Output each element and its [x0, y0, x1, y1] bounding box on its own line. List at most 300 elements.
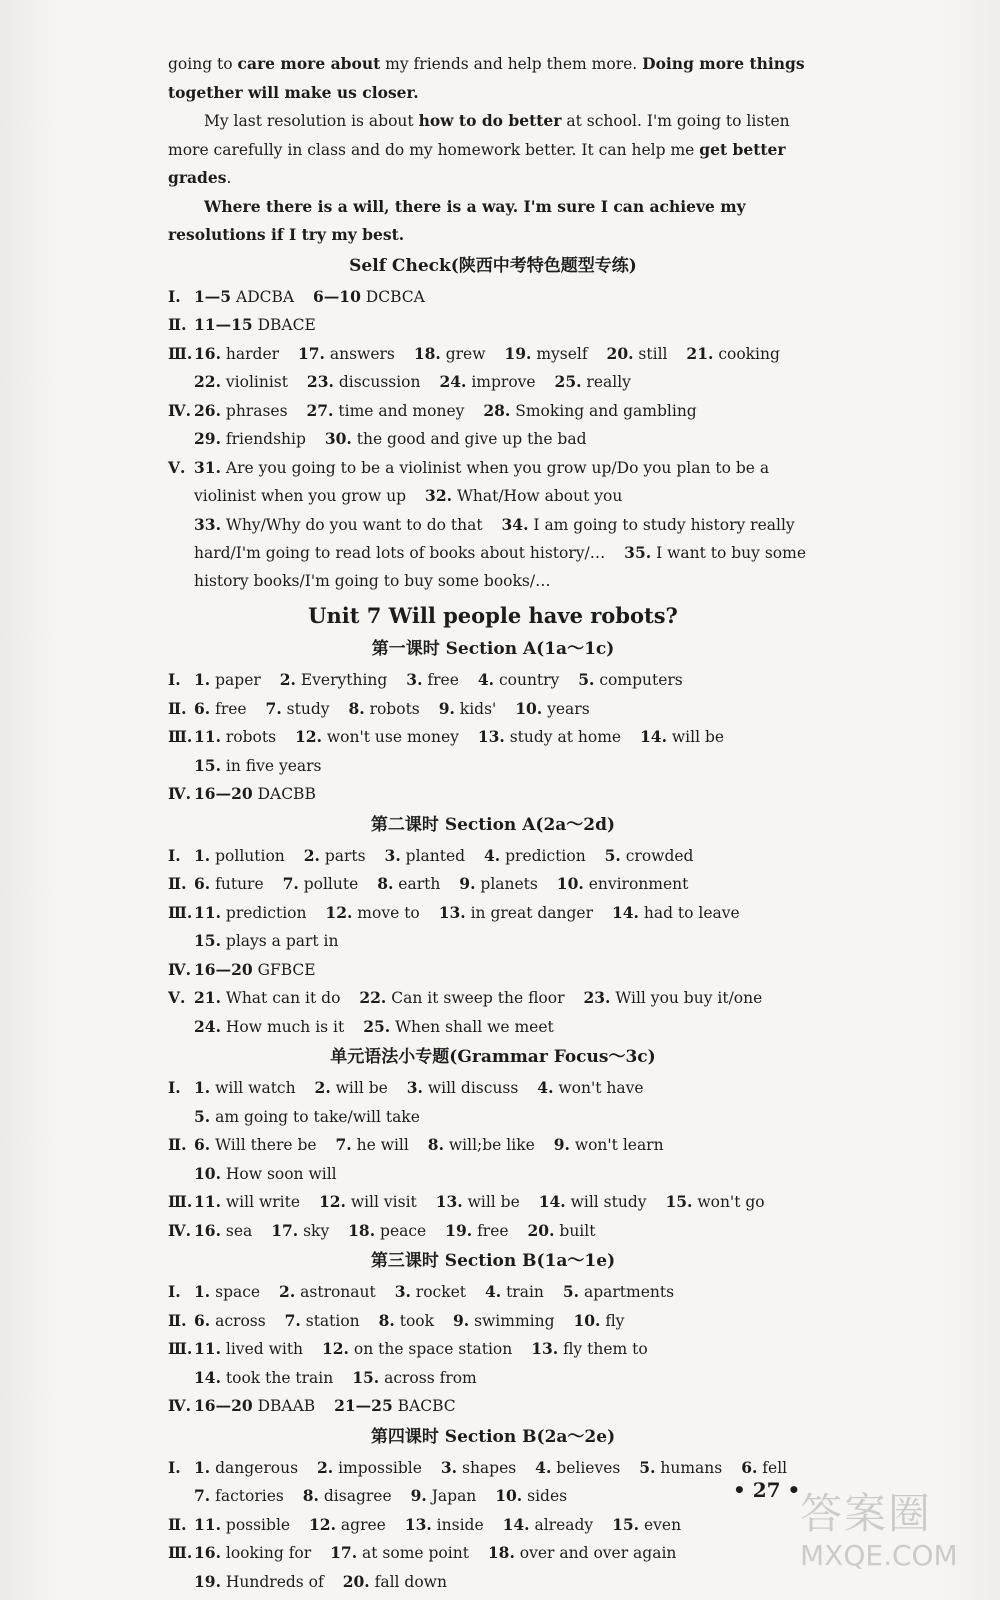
answer-text: had to leave	[638, 903, 740, 922]
answer-text: Will there be	[210, 1136, 317, 1154]
answer-item	[537, 1079, 643, 1097]
answer-text: years	[542, 699, 590, 718]
answer-text: sea	[220, 1221, 253, 1240]
answer-item	[407, 1079, 519, 1097]
question-number: 2.	[279, 1282, 296, 1301]
answer-item	[436, 1193, 520, 1211]
answer-text: violinist	[220, 373, 288, 391]
answer-text: phrases	[220, 401, 288, 420]
answer-item	[330, 1544, 469, 1562]
answer-text: What/How about you	[452, 487, 623, 505]
answer-text: will be	[462, 1193, 520, 1211]
question-number: 6.	[194, 698, 211, 718]
answer-text: harder	[220, 344, 280, 363]
section-title: 第二课时 Section A(2a～2d)	[370, 814, 616, 835]
question-number: 34.	[501, 514, 529, 534]
question-number: 14.	[611, 902, 639, 922]
question-number: 11.	[194, 1339, 221, 1358]
answer-text: space	[210, 1283, 261, 1301]
answer-item	[573, 1312, 624, 1330]
answer-item	[271, 1222, 329, 1240]
answer-text: prediction	[500, 846, 586, 865]
answer-text: won't have	[553, 1079, 644, 1097]
answer-items	[194, 956, 818, 985]
question-number: 2.	[303, 845, 320, 865]
answer-item	[557, 875, 689, 893]
answer-text: already	[529, 1515, 594, 1534]
answer-text: impossible	[333, 1458, 422, 1477]
answer-text: won't use money	[321, 728, 459, 746]
answer-row	[168, 899, 818, 956]
answer-text: robots	[220, 728, 277, 746]
question-number: 1.	[194, 670, 211, 689]
answer-text: free	[472, 1221, 509, 1240]
answer-text: won't go	[692, 1193, 765, 1211]
answer-row	[168, 283, 818, 312]
text-run: my friends and help them more.	[380, 55, 643, 73]
question-number: 25.	[554, 372, 582, 391]
answer-item	[313, 288, 425, 306]
question-number: 6.	[741, 1457, 758, 1477]
answer-item	[563, 1283, 674, 1301]
answer-items	[194, 1539, 818, 1596]
answer-item	[607, 345, 668, 363]
answer-item	[555, 373, 631, 391]
question-number: 7.	[265, 698, 282, 718]
roman-numeral: Ⅰ.	[168, 286, 181, 306]
question-number: 17.	[297, 343, 325, 363]
question-number: 9.	[553, 1135, 570, 1154]
answer-text: Why/Why do you want to do that	[220, 515, 483, 534]
answer-text: cooking	[713, 344, 780, 363]
answer-text: agree	[335, 1515, 386, 1534]
answer-text: Everything	[295, 671, 388, 689]
answer-items	[194, 1454, 818, 1511]
question-number: 14.	[194, 1367, 221, 1387]
answer-text: time and money	[333, 401, 465, 420]
answer-text: fly	[600, 1311, 625, 1330]
answer-item	[194, 430, 306, 448]
answer-item	[306, 402, 464, 420]
answer-item	[379, 1312, 434, 1330]
answer-items	[194, 311, 818, 340]
answer-row	[168, 666, 818, 695]
answer-items	[194, 340, 818, 397]
answer-text: computers	[594, 671, 683, 689]
roman-numeral: Ⅳ.	[168, 1396, 191, 1415]
answer-item	[439, 700, 497, 718]
answer-text: the good and give up the bad	[351, 430, 587, 448]
question-number: 12.	[318, 1192, 346, 1211]
question-number: 5.	[578, 670, 595, 689]
answer-text: humans	[655, 1458, 723, 1477]
answer-text: robots	[364, 699, 420, 718]
answer-item	[535, 1459, 620, 1477]
question-number: 21.	[194, 988, 221, 1007]
answer-item	[554, 1136, 664, 1154]
answer-items	[194, 1188, 818, 1217]
roman-numeral: Ⅲ.	[168, 1543, 193, 1562]
answer-item	[385, 847, 466, 865]
answer-text: will be	[330, 1079, 388, 1097]
answer-item	[445, 1222, 508, 1240]
question-number: 11—15	[194, 315, 253, 334]
answer-items	[194, 1217, 818, 1246]
question-number: 5.	[604, 845, 621, 865]
answer-item	[539, 1193, 647, 1211]
question-number: 13.	[531, 1339, 559, 1358]
roman-numeral: Ⅳ.	[168, 400, 191, 420]
question-number: 3.	[384, 845, 401, 865]
question-number: 17.	[330, 1543, 358, 1562]
question-number: 9.	[452, 1310, 470, 1330]
answer-text: astronaut	[295, 1283, 376, 1301]
page-number: • 27 •	[733, 1478, 801, 1502]
answer-text: I want to buy some history books/I'm going to buy some books/…	[194, 544, 806, 590]
roman-numeral: Ⅰ.	[168, 670, 181, 689]
answer-text: answers	[324, 344, 395, 363]
question-number: 7.	[335, 1135, 352, 1154]
section-title: 第四课时 Section B(2a～2e)	[370, 1426, 616, 1447]
question-number: 7.	[284, 1310, 301, 1330]
answer-text: he will	[351, 1136, 409, 1154]
question-number: 1.	[194, 1078, 211, 1097]
answer-text: DBACE	[252, 316, 316, 334]
question-number: 20.	[606, 343, 634, 363]
answer-row	[168, 984, 818, 1041]
answer-text: apartments	[579, 1283, 675, 1301]
question-number: 2.	[316, 1457, 334, 1477]
answer-row	[168, 397, 818, 454]
answer-item	[504, 345, 587, 363]
answer-row	[168, 1074, 818, 1131]
answer-item	[377, 875, 440, 893]
question-number: 10.	[194, 1163, 221, 1183]
question-number: 11.	[194, 727, 221, 746]
question-number: 23.	[306, 372, 334, 391]
question-number: 17.	[271, 1220, 299, 1240]
answer-text: Can it sweep the floor	[386, 989, 565, 1007]
answer-text: won't learn	[569, 1136, 664, 1154]
answer-item	[194, 1544, 311, 1562]
question-number: 12.	[321, 1339, 349, 1358]
question-number: 2.	[279, 670, 296, 689]
answer-items	[194, 1074, 818, 1131]
roman-numeral: Ⅱ.	[168, 1310, 187, 1330]
answer-items	[194, 397, 818, 454]
answer-item	[605, 847, 694, 865]
answer-text: discussion	[333, 373, 421, 391]
answer-item	[317, 1459, 422, 1477]
answer-item	[336, 1136, 409, 1154]
answer-item	[639, 1459, 722, 1477]
question-number: 19.	[194, 1571, 221, 1591]
question-number: 3.	[440, 1457, 458, 1477]
question-number: 1—5	[194, 286, 232, 306]
answer-text: shapes	[457, 1458, 517, 1477]
watermark-line1: 答案圈	[800, 1489, 933, 1538]
question-number: 33.	[194, 514, 221, 534]
answer-item	[405, 1516, 484, 1534]
question-number: 8.	[302, 1486, 319, 1505]
roman-numeral: Ⅰ.	[168, 1457, 181, 1477]
answer-item	[194, 1516, 290, 1534]
answer-text: DCBCA	[360, 287, 425, 306]
answer-items	[194, 695, 818, 724]
answer-text: over and over again	[514, 1544, 677, 1562]
question-number: 14.	[640, 727, 667, 746]
answer-text: free	[210, 699, 247, 718]
answer-text: across from	[379, 1368, 477, 1387]
question-number: 16.	[194, 1220, 221, 1240]
answer-text: fly them to	[558, 1340, 648, 1358]
answer-item	[343, 1573, 447, 1591]
answer-row	[168, 340, 818, 397]
answer-item	[280, 671, 388, 689]
answer-text: improve	[466, 373, 536, 391]
question-number: 27.	[306, 400, 334, 420]
answer-item	[194, 1397, 315, 1415]
answer-row	[168, 454, 818, 596]
roman-numeral: Ⅱ.	[168, 1514, 187, 1534]
answer-item	[194, 1487, 284, 1505]
answer-text: even	[639, 1515, 682, 1534]
roman-numeral: Ⅲ.	[168, 343, 193, 363]
question-number: 10.	[495, 1486, 523, 1505]
text-run: at school. I'm going to listen more carefully in class and do my homework better. It can help me	[168, 112, 790, 159]
question-number: 4.	[484, 1282, 502, 1301]
question-number: 15.	[665, 1192, 693, 1211]
answer-item	[194, 671, 261, 689]
answer-text: really	[581, 373, 631, 391]
question-number: 10.	[556, 874, 584, 893]
bold-phrase: Doing more things together will make us closer.	[168, 54, 805, 102]
answer-text: plays a part in	[220, 932, 339, 950]
text-run: My last resolution is about	[204, 112, 419, 130]
answer-text: environment	[583, 875, 689, 893]
answer-item	[194, 1459, 298, 1477]
answer-text: took	[394, 1311, 435, 1330]
watermark-logo	[800, 1490, 985, 1595]
answer-item	[406, 671, 459, 689]
question-number: 13.	[438, 902, 466, 922]
answer-item	[665, 1193, 764, 1211]
answer-item	[194, 757, 322, 775]
answer-items	[194, 1131, 818, 1188]
bold-phrase: get better grades	[168, 139, 786, 187]
answer-row	[168, 1454, 818, 1511]
answer-item	[425, 487, 622, 505]
question-number: 1.	[194, 1457, 211, 1477]
answer-item	[325, 430, 587, 448]
roman-numeral: Ⅲ.	[168, 727, 193, 746]
answer-item	[194, 345, 279, 363]
answer-items	[194, 1335, 818, 1392]
answer-text: factories	[210, 1487, 284, 1505]
answer-text: across	[210, 1311, 266, 1330]
answer-item	[194, 288, 294, 306]
answer-items	[194, 454, 818, 596]
answer-item	[194, 847, 285, 865]
question-number: 26.	[194, 400, 221, 420]
answer-item	[194, 904, 306, 922]
answer-text: will discuss	[422, 1079, 519, 1097]
question-number: 22.	[194, 372, 221, 391]
question-number: 15.	[612, 1514, 640, 1534]
answer-text: ADCBA	[231, 287, 295, 306]
answer-text: in great danger	[465, 903, 594, 922]
answer-row	[168, 1539, 818, 1596]
answer-text: Will you buy it/one	[610, 989, 763, 1007]
answer-text: What can it do	[220, 989, 341, 1007]
answer-text: dangerous	[210, 1458, 299, 1477]
answer-item	[285, 1312, 360, 1330]
answer-item	[194, 1340, 303, 1358]
answer-row	[168, 1392, 818, 1421]
question-number: 21.	[686, 343, 714, 363]
roman-numeral: Ⅰ.	[168, 1282, 181, 1301]
answer-item	[303, 1487, 392, 1505]
answer-text: kids'	[454, 699, 497, 718]
bold-phrase: Where there is a will, there is a way. I'm sure I can achieve my resolutions if I try my best.	[168, 196, 746, 244]
question-number: 19.	[504, 343, 532, 363]
answer-row	[168, 1307, 818, 1336]
answer-items	[194, 780, 818, 809]
answer-item	[304, 847, 366, 865]
answer-text: peace	[375, 1221, 427, 1240]
answer-text: DACBB	[252, 785, 316, 803]
answer-item	[194, 373, 288, 391]
answer-text: fall down	[369, 1572, 447, 1591]
answer-item	[194, 875, 264, 893]
answer-item	[612, 1516, 681, 1534]
roman-numeral: Ⅱ.	[168, 874, 187, 893]
question-number: 21—25	[334, 1396, 393, 1415]
answer-item	[439, 373, 535, 391]
answer-text: will;be like	[443, 1136, 535, 1154]
answer-text: possible	[220, 1515, 291, 1534]
question-number: 6.	[194, 1310, 211, 1330]
watermark-line2: MXQE.COM	[800, 1539, 958, 1572]
question-number: 9.	[410, 1486, 427, 1505]
answer-items	[194, 984, 818, 1041]
question-number: 4.	[484, 845, 501, 865]
answer-text: earth	[393, 875, 441, 893]
question-number: 16—20	[194, 784, 253, 803]
answer-text: parts	[319, 846, 366, 865]
section-title: 第三课时 Section B(1a～1e)	[370, 1251, 616, 1271]
question-number: 15.	[194, 931, 221, 950]
roman-numeral: Ⅳ.	[168, 784, 191, 803]
answer-item	[453, 1312, 555, 1330]
answer-item	[194, 989, 340, 1007]
question-number: 1.	[194, 845, 211, 865]
answer-item	[194, 785, 316, 803]
roman-numeral: Ⅴ.	[168, 988, 186, 1007]
answer-text: disagree	[318, 1487, 392, 1505]
answer-text: at some point	[357, 1544, 469, 1562]
question-number: 14.	[502, 1514, 530, 1534]
answer-item	[194, 1079, 296, 1097]
answer-item	[741, 1459, 787, 1477]
question-number: 6—10	[313, 286, 361, 306]
answer-item	[334, 1397, 456, 1415]
question-number: 20.	[527, 1220, 555, 1240]
answer-text: planted	[400, 846, 466, 865]
answer-item	[528, 1222, 596, 1240]
question-number: 32.	[425, 486, 453, 505]
answer-text: pollution	[210, 846, 285, 865]
roman-numeral: Ⅱ.	[168, 698, 187, 718]
answer-text: rocket	[410, 1283, 467, 1301]
answer-row	[168, 1188, 818, 1217]
question-number: 5.	[194, 1106, 211, 1126]
answer-item	[315, 1079, 388, 1097]
answer-text: lived with	[220, 1340, 304, 1358]
answer-item	[194, 1573, 324, 1591]
answer-text: still	[633, 344, 668, 363]
answer-item	[488, 1544, 677, 1562]
question-number: 12.	[295, 727, 322, 746]
answer-content	[168, 50, 818, 1596]
essay-paragraph-1	[168, 50, 818, 107]
bold-phrase: how to do better	[418, 111, 562, 130]
answer-items	[194, 842, 818, 871]
roman-numeral: Ⅳ.	[168, 1220, 191, 1240]
answer-item	[319, 1193, 417, 1211]
question-number: 13.	[404, 1514, 432, 1534]
answer-row	[168, 1511, 818, 1540]
question-number: 20.	[342, 1571, 370, 1591]
question-number: 23.	[583, 988, 611, 1007]
answer-item	[352, 1369, 477, 1387]
answer-item	[583, 989, 762, 1007]
answer-item	[325, 904, 419, 922]
question-number: 24.	[439, 372, 467, 391]
answer-text: fell	[757, 1458, 788, 1477]
answer-text: study at home	[504, 728, 622, 746]
question-number: 8.	[377, 874, 394, 893]
answer-item	[485, 1283, 544, 1301]
question-number: 35.	[624, 543, 652, 562]
essay-paragraph-3	[168, 193, 818, 250]
question-number: 9.	[459, 874, 476, 893]
answer-item	[459, 875, 538, 893]
answer-item	[441, 1459, 516, 1477]
answer-text: Are you going to be a violinist when you grow up/Do you plan to be a violinist when you grow up	[194, 458, 770, 505]
answer-text: GFBCE	[252, 960, 316, 979]
question-number: 3.	[394, 1282, 411, 1301]
answer-item	[428, 1136, 535, 1154]
answer-item	[348, 700, 419, 718]
answer-item	[194, 516, 483, 534]
answer-items	[194, 666, 818, 695]
roman-numeral: Ⅳ.	[168, 959, 191, 979]
text-run: going to	[168, 55, 238, 73]
answer-text: sky	[298, 1221, 330, 1240]
question-number: 12.	[325, 902, 353, 922]
answer-row	[168, 956, 818, 985]
section-title: 第一课时 Section A(1a～1c)	[371, 639, 615, 659]
answer-text: built	[554, 1221, 596, 1240]
answer-item	[194, 728, 276, 746]
answer-item	[484, 847, 586, 865]
question-number: 18.	[487, 1543, 515, 1562]
question-number: 31.	[194, 457, 221, 477]
answer-text: future	[210, 875, 264, 893]
answer-item	[307, 373, 421, 391]
answer-item	[194, 1165, 337, 1183]
